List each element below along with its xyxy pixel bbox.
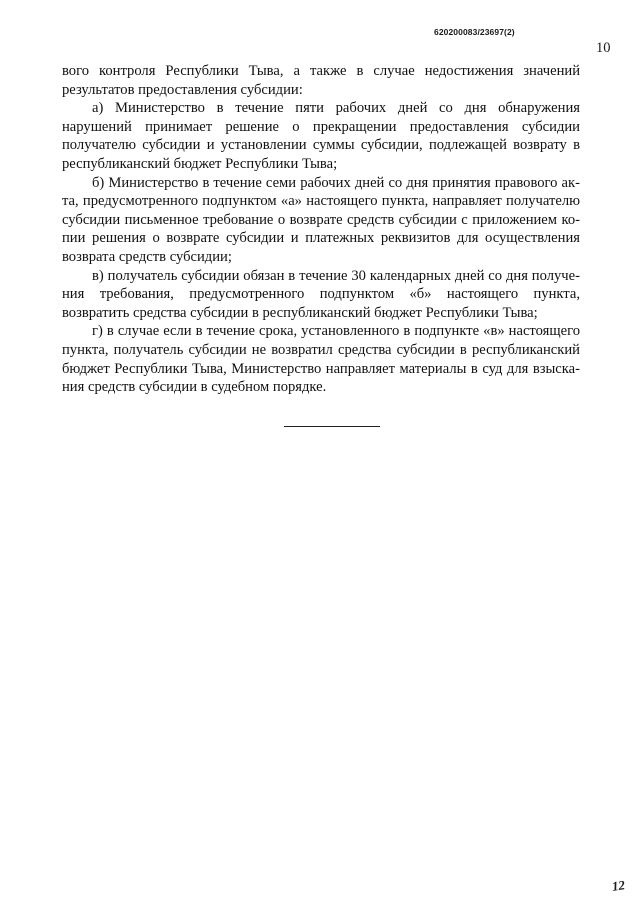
handwritten-sheet-number: 12 [610,877,626,894]
page-number: 10 [596,40,611,56]
end-separator-line [284,426,380,427]
paragraph-item-v: в) получатель субсидии обязан в течение 30 календарных дней со дня получения требования, предусмотренного подпунктом «б» настоящего пункта, возвратить средства субсидии в республиканский бюджет Республики Тыва; [62,267,580,321]
paragraph-continuation: вого контроля Республики Тыва, а также в случае недостижения значений результатов предоставления субсидии: [62,63,580,98]
paragraph-item-a: а) Министерство в течение пяти рабочих дней со дня обнаружения нарушений принимает решение о прекращении предоставления субсидии получателю субсидии и установлении суммы субсидии, подлежащей возврату в республиканский бюджет Республики Тыва; [62,100,580,172]
document-body [62,62,580,397]
paragraph-item-b: б) Министерство в течение семи рабочих дней со дня принятия правового акта, предусмотренного подпунктом «а» настоящего пункта, направляет получателю субсидии письменное требование о возврате средств субсидии с приложением копии решения о возврате субсидии и платежных реквизитов для осуществления возврата средств субсидии; [62,174,580,265]
paragraph-item-g: г) в случае если в течение срока, установленного в подпункте «в» настоящего пункта, получатель субсидии не возвратил средства субсидии в республиканский бюджет Республики Тыва, Министерство направляет материалы в суд для взыскания средств субсидии в судебном порядке. [62,323,580,396]
document-code: 620200083/23697(2) [434,27,515,37]
